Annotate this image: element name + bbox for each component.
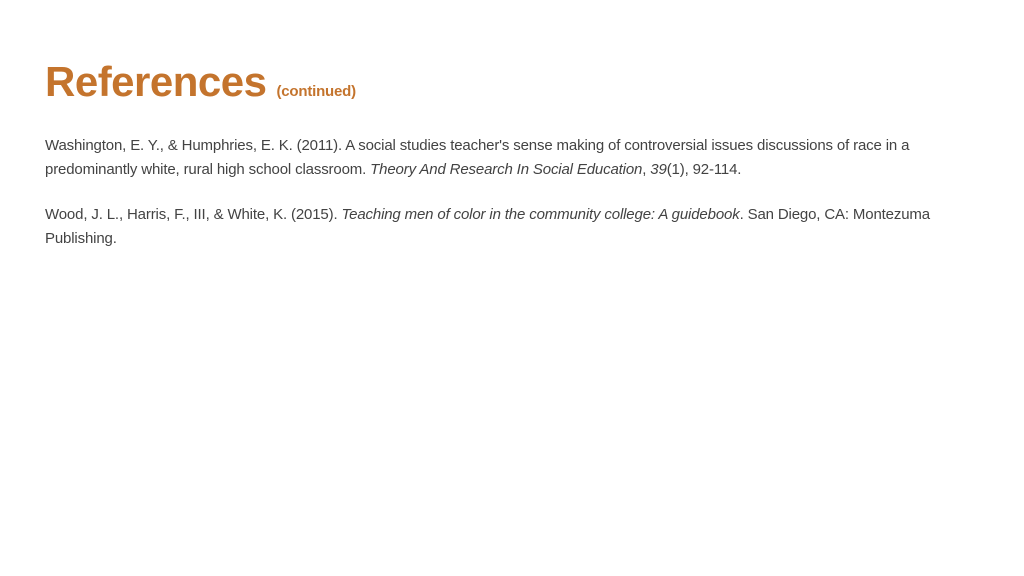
reference-text-tail: (1), 92-114. — [666, 160, 742, 178]
reference-book-title: Teaching men of color in the community college: A guidebook — [341, 206, 740, 224]
reference-journal-title: Theory And Research In Social Education — [370, 160, 643, 178]
reference-text-tail: . San Diego, CA: Montezuma Publishing. — [45, 206, 930, 247]
reference-text: Washington, E. Y., & Humphries, E. K. (2011). A social studies teacher's sense making of controversial issues discussions of race in a predominantly white, rural high school classroom. — [45, 137, 910, 178]
reference-item — [45, 134, 985, 181]
reference-text: Wood, J. L., Harris, F., III, & White, K. (2015). — [45, 206, 342, 224]
reference-volume: 39 — [650, 160, 667, 178]
reference-separator: , — [642, 160, 651, 178]
title-row — [45, 60, 984, 104]
page-title: References — [45, 58, 267, 105]
page-subtitle: (continued) — [276, 83, 356, 100]
reference-item — [45, 203, 985, 250]
reference-list — [45, 134, 985, 250]
